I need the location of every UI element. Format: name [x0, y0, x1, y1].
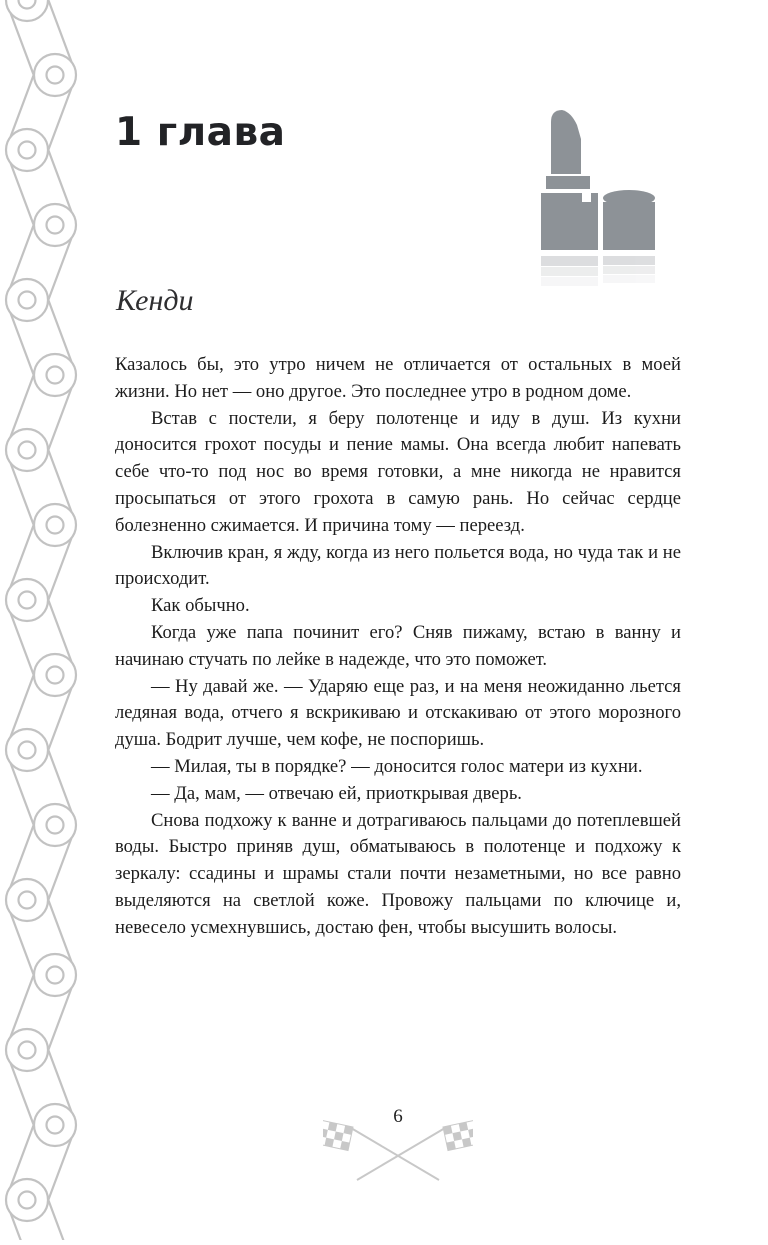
- paragraph: Казалось бы, это утро ничем не отличается от остальных в моей жизни. Но нет — оно другое. Это последнее утро в родном доме.: [115, 354, 681, 402]
- paragraph: — Милая, ты в порядке? — доносится голос матери из кухни.: [151, 755, 643, 777]
- paragraph: Как обычно.: [151, 595, 250, 617]
- lipstick-icon: [538, 106, 656, 295]
- paragraph: — Ну давай же. — Ударяю еще раз, и на меня неожиданно льется ледяная вода, отчего я вскрикиваю и отскакиваю от этого морозного душа. Бодрит лучше, чем кофе, не поспоришь.: [115, 675, 681, 751]
- section-subtitle: Кенди: [116, 284, 194, 317]
- paragraph: — Да, мам, — отвечаю ей, приоткрывая дверь.: [151, 782, 522, 804]
- checkered-flags-icon: [323, 1118, 473, 1189]
- paragraph: Когда уже папа починит его? Сняв пижаму, встаю в ванну и начинаю стучать по лейке в надежде, что это поможет.: [115, 621, 681, 670]
- paragraph: Встав с постели, я беру полотенце и иду в душ. Из кухни доносится грохот посуды и пение мамы. Она всегда любит напевать себе что-то под нос во время готовки, а мне никогда не нравится просыпаться от этого грохота в самую рань. Но сейчас сердце болезненно сжимается. И причина тому — переезд.: [115, 407, 681, 536]
- page-number: 6: [393, 1106, 403, 1127]
- paragraph: Снова подхожу к ванне и дотрагиваюсь пальцами до потеплевшей воды. Быстро приняв душ, обматываюсь в полотенце и подхожу к зеркалу: ссадины и шрамы стали почти незаметными, но все равно выделяются на светлой коже. Провожу пальцами по ключице и, невесело усмехнувшись, достаю фен, чтобы высушить волосы.: [115, 809, 681, 938]
- paragraph: Включив кран, я жду, когда из него польется вода, но чуда так и не происходит.: [115, 541, 681, 590]
- chapter-title: 1 глава: [115, 110, 286, 155]
- body-text: [115, 352, 681, 942]
